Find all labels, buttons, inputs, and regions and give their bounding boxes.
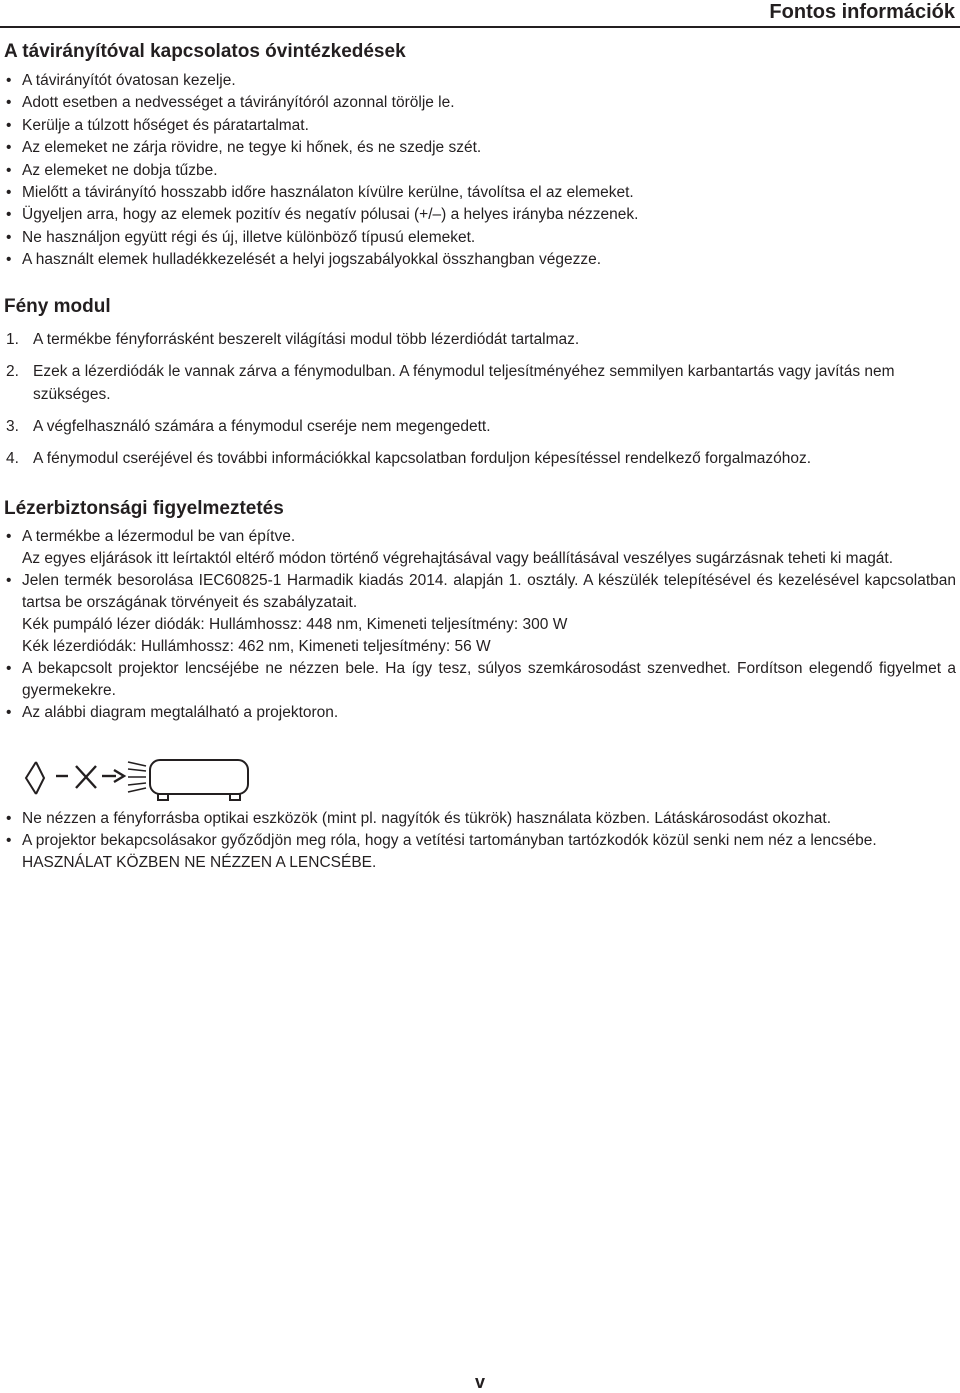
- bullet: •: [6, 251, 12, 269]
- page-header-title: Fontos információk: [769, 1, 955, 23]
- list-item-text: A fénymodul cseréjével és további információkkal kapcsolatban forduljon képesítéssel rendelkező forgalmazóhoz.: [33, 450, 812, 467]
- bullet: •: [6, 94, 12, 112]
- section-heading-laser-safety: Lézerbiztonsági figyelmeztetés: [4, 498, 284, 519]
- bullet: •: [6, 228, 12, 246]
- item-number: 3.: [6, 418, 19, 435]
- list-item: [4, 447, 956, 470]
- bullet: •: [6, 810, 12, 827]
- list-item: [4, 204, 956, 226]
- list-item-text: Ne használjon együtt régi és új, illetve különböző típusú elemeket.: [22, 228, 476, 246]
- list-item: [4, 115, 956, 137]
- bullet: •: [6, 206, 12, 224]
- laser-item1-line1: A termékbe a lézermodul be van építve.: [22, 528, 296, 545]
- list-item: [4, 182, 956, 204]
- light-rays-icon: [128, 762, 146, 792]
- list-item: [4, 160, 956, 182]
- list-item: [4, 415, 956, 438]
- item-number: 4.: [6, 450, 19, 467]
- list-item: [4, 658, 956, 702]
- list-item: [4, 137, 956, 159]
- list-item: [4, 92, 956, 114]
- list-item: [4, 570, 956, 658]
- light-module-list: [4, 328, 956, 479]
- list-item-text: A végfelhasználó számára a fénymodul cseréje nem megengedett.: [33, 418, 491, 435]
- laser-item1-line2: Az egyes eljárások itt leírtaktól eltérő módon történő végrehajtásával vagy beállításával veszélyes sugárzásnak teheti ki magát.: [22, 550, 894, 567]
- list-item-text: Ezek a lézerdiódák le vannak zárva a fénymodulban. A fénymodul teljesítményéhez semmilyen karbantartás vagy javítás nem szükséges.: [33, 363, 895, 403]
- header-divider: [0, 26, 960, 28]
- bullet: •: [6, 832, 12, 849]
- laser-item4: Az alábbi diagram megtalálható a projektoron.: [22, 704, 339, 721]
- list-item-text: Az elemeket ne dobja tűzbe.: [22, 161, 218, 179]
- section-heading-remote-precautions: A távirányítóval kapcsolatos óvintézkedések: [4, 41, 406, 62]
- laser-item2-line1: Jelen termék besorolása IEC60825-1 Harmadik kiadás 2014. alapján 1. osztály. A készülék telepítésével és kezelésével kapcsolatban tartsa be országának törvényeit és szabályzatait.: [22, 572, 956, 611]
- list-item: [4, 830, 956, 874]
- section-heading-light-module: Fény modul: [4, 296, 111, 317]
- bullet: •: [6, 72, 12, 89]
- projector-icon: [150, 760, 248, 800]
- list-item-text: A távirányítót óvatosan kezelje.: [22, 72, 236, 89]
- list-item-text: A termékbe fényforrásként beszerelt világítási modul több lézerdiódát tartalmaz.: [33, 331, 580, 348]
- item-number: 2.: [6, 363, 19, 380]
- remote-precautions-list: [4, 70, 956, 272]
- list-item-text: Az elemeket ne zárja rövidre, ne tegye ki hőnek, és ne szedje szét.: [22, 139, 482, 157]
- laser-safety-list-bottom: [4, 808, 956, 874]
- bullet: •: [6, 572, 12, 589]
- list-item: [4, 328, 956, 351]
- item-number: 1.: [6, 331, 19, 348]
- laser-item3: A bekapcsolt projektor lencséjébe ne nézzen bele. Ha így tesz, súlyos szemkárosodást szenvedhet. Fordítson elegendő figyelmet a gyermekekre.: [22, 660, 956, 699]
- laser-item6-line2: HASZNÁLAT KÖZBEN NE NÉZZEN A LENCSÉBE.: [22, 854, 377, 871]
- list-item: [4, 249, 956, 271]
- list-item: [4, 360, 956, 406]
- bullet: •: [6, 116, 12, 134]
- cross-mark-icon: [56, 766, 124, 788]
- do-not-look-into-lens-diagram: [22, 756, 262, 806]
- list-item: [4, 227, 956, 249]
- eye-icon: [26, 762, 44, 794]
- list-item: [4, 70, 956, 92]
- list-item-text: Ügyeljen arra, hogy az elemek pozitív és negatív pólusai (+/–) a helyes irányba nézzenek.: [22, 206, 639, 224]
- list-item-text: Mielőtt a távirányító hosszabb időre használaton kívülre kerülne, távolítsa el az elemeket.: [22, 184, 634, 202]
- list-item-text: Kerülje a túlzott hőséget és páratartalmat.: [22, 116, 309, 134]
- laser-item2-line3: Kék lézerdiódák: Hullámhossz: 462 nm, Kimeneti teljesítmény: 56 W: [22, 638, 491, 655]
- bullet: •: [6, 704, 12, 721]
- bullet: •: [6, 184, 12, 202]
- laser-item6-line1: A projektor bekapcsolásakor győződjön meg róla, hogy a vetítési tartományban tartózkodók közül senki nem néz a lencsébe.: [22, 832, 877, 849]
- bullet: •: [6, 139, 12, 157]
- list-item-text: A használt elemek hulladékkezelését a helyi jogszabályokkal összhangban végezze.: [22, 251, 602, 269]
- list-item: [4, 526, 956, 570]
- laser-safety-list-top: [4, 526, 956, 724]
- laser-item2-line2: Kék pumpáló lézer diódák: Hullámhossz: 448 nm, Kimeneti teljesítmény: 300 W: [22, 616, 568, 633]
- bullet: •: [6, 161, 12, 179]
- bullet: •: [6, 528, 12, 545]
- page-number: v: [474, 1372, 485, 1392]
- list-item: [4, 808, 956, 830]
- laser-item5: Ne nézzen a fényforrásba optikai eszközök (mint pl. nagyítók és tükrök) használata közben. Látáskárosodást okozhat.: [22, 810, 832, 827]
- bullet: •: [6, 660, 12, 677]
- list-item-text: Adott esetben a nedvességet a távirányítóról azonnal törölje le.: [22, 94, 455, 112]
- list-item: [4, 702, 956, 724]
